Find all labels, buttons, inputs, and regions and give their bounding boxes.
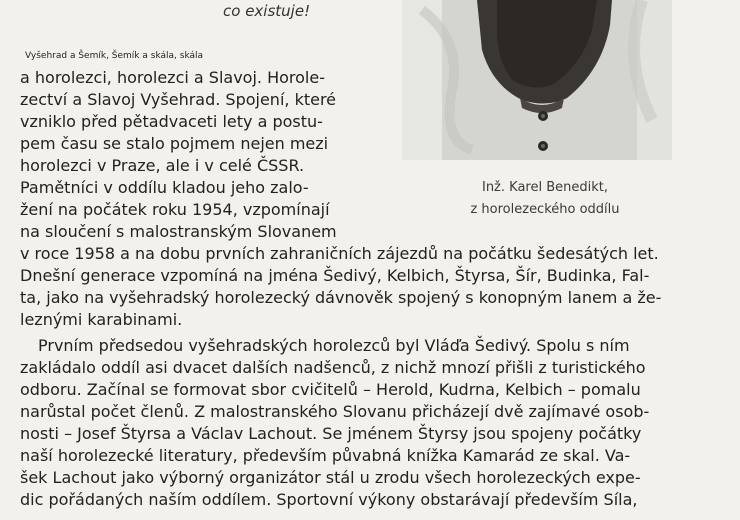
text-line: a horolezci, horolezci a Slavoj. Horole-	[20, 68, 325, 87]
quote-fragment: co existuje!	[223, 2, 311, 20]
text-line: horolezci v Praze, ale i v celé ČSSR.	[20, 156, 305, 175]
text-line: zakládalo oddíl asi dvacet dalších nadšenců, z nichž mnozí přišli z turistického	[20, 358, 646, 377]
text-line: nosti – Josef Štyrsa a Václav Lachout. Se jménem Štyrsy jsou spojeny počátky	[20, 424, 642, 443]
text-line: leznými karabinami.	[20, 310, 183, 329]
text-line: v roce 1958 a na dobu prvních zahraničních zájezdů na počátku šedesátých let.	[20, 244, 659, 263]
text-line: naší horolezecké literatury, především půvabná knížka Kamarád ze skal. Va-	[20, 446, 631, 465]
caption-line: z horolezeckého oddílu	[470, 202, 620, 217]
text-line: Pamětníci v oddílu kladou jeho zalo-	[20, 178, 309, 197]
text-line: na sloučení s malostranským Slovanem	[20, 222, 337, 241]
text-line: dic pořádaných naším oddílem. Sportovní výkony obstarávají především Síla,	[20, 490, 638, 509]
text-line: ta, jako na vyšehradský horolezecký dávnověk spojený s konopným lanem a že-	[20, 288, 662, 307]
portrait-photo	[402, 0, 672, 160]
portrait-image	[402, 0, 672, 160]
text-line: Vyšehrad a Šemík, Šemík a skála, skála	[25, 51, 204, 61]
text-line: narůstal počet členů. Z malostranského Slovanu přicházejí dvě zajímavé osob-	[20, 402, 650, 421]
text-line: Dnešní generace vzpomíná na jména Šedivý, Kelbich, Štyrsa, Šír, Budinka, Fal-	[20, 266, 650, 285]
photo-caption	[445, 177, 645, 221]
text-line: pem času se stalo pojmem nejen mezi	[20, 134, 329, 153]
caption-line: Inž. Karel Benedikt,	[481, 180, 608, 195]
text-line: vzniklo před pětadvaceti lety a postu-	[20, 112, 323, 131]
text-line: odboru. Začínal se formovat sbor cvičitelů – Herold, Kudrna, Kelbich – pomalu	[20, 380, 641, 399]
text-line: šek Lachout jako výborný organizátor stál u zrodu všech horolezeckých expe-	[20, 468, 641, 487]
text-line: žení na počátek roku 1954, vzpomínají	[20, 200, 330, 219]
text-line: Prvním předsedou vyšehradských horolezců byl Vláďa Šedivý. Spolu s ním	[38, 336, 630, 355]
text-line: zectví a Slavoj Vyšehrad. Spojení, které	[20, 90, 337, 109]
